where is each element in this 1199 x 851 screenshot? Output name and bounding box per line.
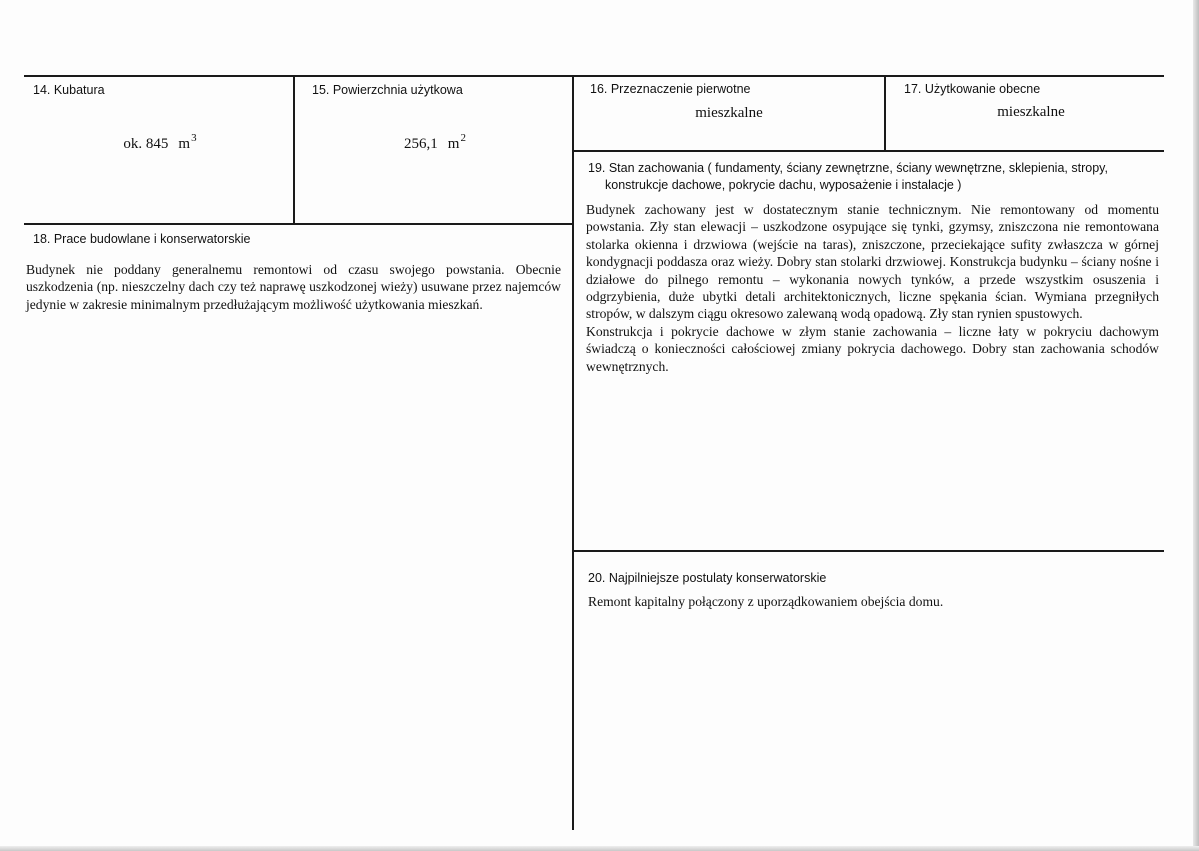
row-divider-right-top bbox=[572, 150, 1164, 152]
field-15-unit-exp: 2 bbox=[460, 132, 466, 144]
row-divider-left bbox=[24, 223, 572, 225]
divider-14-15 bbox=[293, 75, 295, 224]
field-19-paragraph-1: Budynek zachowany jest w dostatecznym stanie technicznym. Nie remontowany od momentu powstania. Zły stan elewacji – uszkodzone osypujące się tynki, gzymsy, zniszczona nie remontowana stolarka okienna i drzwiowa (wejście na taras), zniszczone, przeciekające sufity zwłaszcza w górnej kondygnacji poddasza oraz wieży. Dobry stan stolarki drzwiowej. Konstrukcja budynku – ściany nośne i działowe do pilnego remontu – wykonania nowych tynków, a przede wszystkim osuszenia i odgrzybienia, duże ubytki detali architektonicznych, liczne spękania ścian. Wymiana przegniłych stropów, w dalszym ciągu okresowo zalewaną wodą opadową. Zły stan rynien spustowych. bbox=[586, 202, 1159, 322]
scan-edge-right bbox=[1193, 0, 1199, 851]
field-19-label-line1: 19. Stan zachowania ( fundamenty, ściany zewnętrzne, ściany wewnętrzne, sklepienia, stropy, bbox=[588, 161, 1108, 175]
field-17-value: mieszkalne bbox=[997, 104, 1065, 120]
field-14-number: ok. 845 bbox=[123, 136, 169, 152]
field-14-label: 14. Kubatura bbox=[33, 83, 105, 97]
center-divider bbox=[572, 75, 574, 830]
row-divider-right-bottom bbox=[572, 550, 1164, 552]
field-16-value: mieszkalne bbox=[695, 105, 763, 121]
field-19-label-line2: konstrukcje dachowe, pokrycie dachu, wyposażenie i instalacje ) bbox=[605, 178, 962, 192]
field-17-label: 17. Użytkowanie obecne bbox=[904, 82, 1041, 96]
field-19-paragraph-2: Konstrukcja i pokrycie dachowe w złym stanie zachowania – liczne łaty w pokryciu dachowym świadczą o konieczności całościowej zmiany pokrycia dachowego. Dobry stan zachowania schodów wewnętrznych. bbox=[586, 324, 1159, 374]
field-20-text: Remont kapitalny połączony z uporządkowaniem obejścia domu. bbox=[588, 594, 944, 609]
field-15-number: 256,1 bbox=[404, 136, 438, 152]
field-15-value bbox=[300, 132, 570, 153]
field-15-label: 15. Powierzchnia użytkowa bbox=[312, 83, 463, 97]
scan-edge-bottom bbox=[0, 846, 1199, 851]
field-18-label: 18. Prace budowlane i konserwatorskie bbox=[33, 232, 251, 246]
field-20-label: 20. Najpilniejsze postulaty konserwatorskie bbox=[588, 571, 827, 585]
field-14-unit: m bbox=[178, 136, 191, 152]
top-rule bbox=[24, 75, 1164, 77]
field-15-unit: m bbox=[447, 136, 460, 152]
field-16-label: 16. Przeznaczenie pierwotne bbox=[590, 82, 751, 96]
field-14-value bbox=[30, 132, 290, 153]
field-18-text: Budynek nie poddany generalnemu remontowi od czasu swojego powstania. Obecnie uszkodzenia (np. nieszczelny dach czy też naprawę uszkodzonej wieży) usuwane przez najemców jedynie w zakresie minimalnym przedłużającym możliwość użytkowania mieszkań. bbox=[26, 262, 561, 312]
field-14-unit-exp: 3 bbox=[191, 132, 197, 144]
